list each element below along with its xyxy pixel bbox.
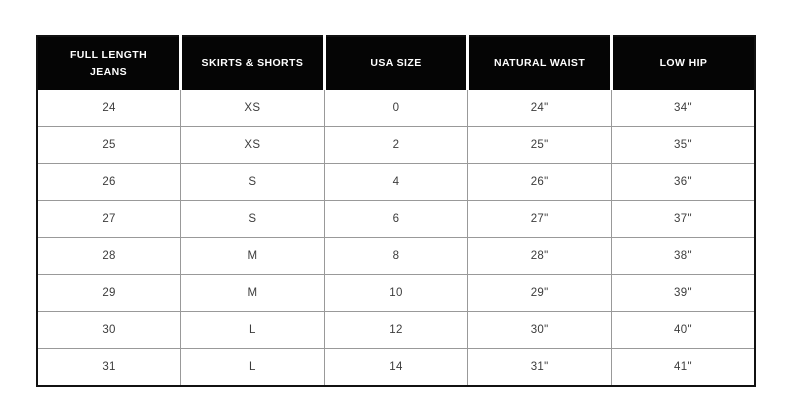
size-chart-table — [36, 35, 756, 387]
col-header-label: NATURAL WAIST — [494, 57, 586, 70]
cell-low-hip: 39" — [611, 275, 755, 312]
table-row — [37, 275, 755, 312]
cell-jeans-size: 30 — [37, 312, 181, 349]
cell-low-hip: 40" — [611, 312, 755, 349]
cell-skirts-shorts-size: M — [181, 275, 325, 312]
cell-natural-waist: 27" — [468, 201, 612, 238]
cell-jeans-size: 31 — [37, 349, 181, 387]
cell-usa-size: 8 — [324, 238, 468, 275]
cell-natural-waist: 28" — [468, 238, 612, 275]
cell-usa-size: 6 — [324, 201, 468, 238]
col-header-label: USA SIZE — [370, 57, 422, 70]
col-header-label: SKIRTS & SHORTS — [201, 57, 304, 70]
cell-skirts-shorts-size: L — [181, 312, 325, 349]
col-header-skirts-shorts — [181, 36, 325, 90]
table-row — [37, 201, 755, 238]
col-header-full-length-jeans — [37, 36, 181, 90]
cell-skirts-shorts-size: S — [181, 201, 325, 238]
cell-low-hip: 41" — [611, 349, 755, 387]
cell-skirts-shorts-size: S — [181, 164, 325, 201]
col-header-label: LOW HIP — [659, 57, 708, 70]
cell-natural-waist: 25" — [468, 127, 612, 164]
cell-low-hip: 34" — [611, 90, 755, 127]
cell-jeans-size: 25 — [37, 127, 181, 164]
cell-skirts-shorts-size: XS — [181, 127, 325, 164]
cell-low-hip: 36" — [611, 164, 755, 201]
cell-jeans-size: 28 — [37, 238, 181, 275]
cell-natural-waist: 24" — [468, 90, 612, 127]
cell-jeans-size: 27 — [37, 201, 181, 238]
cell-skirts-shorts-size: M — [181, 238, 325, 275]
table-row — [37, 238, 755, 275]
table-row — [37, 349, 755, 387]
cell-jeans-size: 26 — [37, 164, 181, 201]
cell-usa-size: 2 — [324, 127, 468, 164]
table-row — [37, 164, 755, 201]
cell-natural-waist: 26" — [468, 164, 612, 201]
table-header — [37, 36, 755, 90]
cell-jeans-size: 24 — [37, 90, 181, 127]
col-header-usa-size — [324, 36, 468, 90]
table-body — [37, 90, 755, 386]
cell-natural-waist: 31" — [468, 349, 612, 387]
cell-jeans-size: 29 — [37, 275, 181, 312]
table-row — [37, 312, 755, 349]
cell-usa-size: 4 — [324, 164, 468, 201]
cell-usa-size: 14 — [324, 349, 468, 387]
col-header-low-hip — [611, 36, 755, 90]
cell-usa-size: 10 — [324, 275, 468, 312]
table-row — [37, 90, 755, 127]
cell-natural-waist: 30" — [468, 312, 612, 349]
header-row — [37, 36, 755, 90]
cell-low-hip: 38" — [611, 238, 755, 275]
cell-usa-size: 12 — [324, 312, 468, 349]
cell-low-hip: 37" — [611, 201, 755, 238]
cell-usa-size: 0 — [324, 90, 468, 127]
col-header-label: FULL LENGTH JEANS — [69, 49, 148, 78]
cell-skirts-shorts-size: L — [181, 349, 325, 387]
cell-natural-waist: 29" — [468, 275, 612, 312]
cell-skirts-shorts-size: XS — [181, 90, 325, 127]
cell-low-hip: 35" — [611, 127, 755, 164]
table-row — [37, 127, 755, 164]
col-header-natural-waist — [468, 36, 612, 90]
